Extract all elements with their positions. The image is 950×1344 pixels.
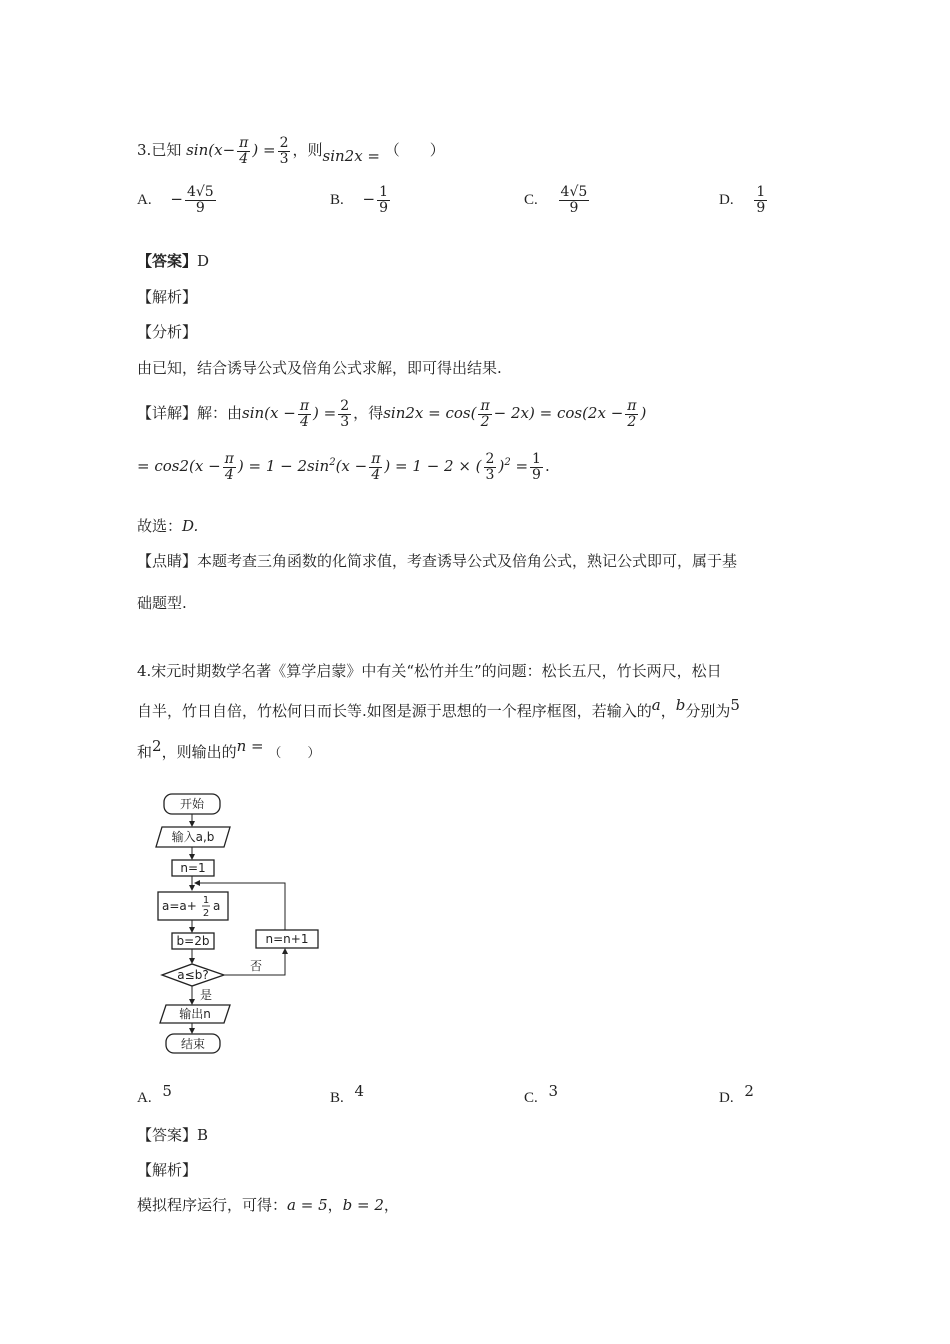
flow-output-label: 输出n xyxy=(179,1007,211,1021)
q3-option-a[interactable] xyxy=(137,185,218,215)
answer-tag: 【答案】 xyxy=(137,252,198,270)
q4-paren: （ ） xyxy=(268,746,321,761)
option-den: 9 xyxy=(379,199,389,216)
option-frac xyxy=(377,185,390,215)
q3-answer xyxy=(137,250,209,271)
q3-detail-line1: 【详解】解：由sin(x − $\frac{\pi}{4}$ ) = $\frac{2}{3}$ ，得sin2x = cos( $\frac{\pi}{2}$ − 2x) = cos(2x − $\frac{\pi}{2}$ ) xyxy=(137,398,647,430)
choose-label: 故选： xyxy=(137,517,183,535)
q4-var-a: a xyxy=(651,696,661,714)
q3-choose xyxy=(137,515,198,536)
sim-text: 模拟程序运行，可得： xyxy=(137,1196,288,1214)
detail-expr-3: − 2x) = cos(2x − xyxy=(493,404,624,423)
q3-frac-pi4-den: 4 xyxy=(239,150,249,167)
q3-frac-pi4-num: π xyxy=(239,135,249,151)
option-frac xyxy=(559,185,590,215)
answer-tag: 【答案】 xyxy=(137,1126,198,1144)
answer-value: D xyxy=(197,252,210,270)
detail-tag: 【详解】 xyxy=(137,404,198,423)
sim-sep: ， xyxy=(327,1196,343,1214)
q4-option-d[interactable] xyxy=(719,1082,754,1106)
q4-var-n: n xyxy=(236,737,247,755)
q3-option-c[interactable] xyxy=(524,185,591,215)
q3-expr-sin: sin(x− xyxy=(186,141,236,160)
frac-pi4c: $\frac{\pi}{4}$ xyxy=(224,451,234,483)
q4-eq: = xyxy=(246,737,264,755)
option-value: 3 xyxy=(548,1082,559,1100)
q3-frac-23 xyxy=(278,136,291,166)
option-num: 1 xyxy=(379,184,389,200)
comment-text: 本题考查三角函数的化简求值，考查诱导公式及倍角公式，熟记公式即可，属于基 xyxy=(197,552,738,570)
q4-line3 xyxy=(137,737,321,762)
detail-expr-1: sin(x − xyxy=(242,404,296,423)
q4-line2-tail: 分别为 xyxy=(685,702,731,720)
q4-line3-he: 和 xyxy=(137,743,153,761)
q4-var-b: b xyxy=(675,696,686,714)
sim-end: ， xyxy=(383,1196,399,1214)
q3-comment-line2: 础题型. xyxy=(137,594,187,612)
flow-init xyxy=(172,860,214,876)
option-label: D. xyxy=(719,192,734,209)
q4-option-a[interactable] xyxy=(137,1082,172,1106)
option-label: A. xyxy=(137,1090,152,1106)
frac-pi4d: $\frac{\pi}{4}$ xyxy=(371,451,381,483)
flow-inc-label: n=n+1 xyxy=(265,932,309,946)
sim-a: a = 5 xyxy=(287,1196,328,1214)
frac-pi4: $\frac{\pi}{4}$ xyxy=(299,398,310,430)
option-value: 2 xyxy=(744,1082,754,1100)
q3-stem-mid: ，则 xyxy=(292,141,323,160)
flow-start-label: 开始 xyxy=(179,797,205,811)
option-frac xyxy=(185,185,216,215)
option-label: C. xyxy=(524,1090,538,1106)
option-frac xyxy=(754,185,767,215)
q4-answer xyxy=(137,1124,208,1145)
flow-step-b-label: b=2b xyxy=(176,934,210,948)
flow-input xyxy=(156,827,230,847)
q3-frac-pi4 xyxy=(237,136,250,166)
frac-pi2: $\frac{\pi}{2}$ xyxy=(480,398,490,430)
q4-analysis-tag: 【解析】 xyxy=(137,1161,198,1179)
q4-val5: 5 xyxy=(730,696,740,714)
option-den: 9 xyxy=(756,199,766,216)
q4-line2 xyxy=(137,696,740,721)
answer-value: B xyxy=(197,1126,209,1144)
choose-value: D. xyxy=(182,517,199,535)
q4-line3-text: ，则输出的 xyxy=(161,743,237,761)
detail-prefix: 解：由 xyxy=(197,404,243,423)
q3-analysis-tag: 【解析】 xyxy=(137,288,198,306)
option-num: 4√5 xyxy=(560,184,588,200)
q4-sep: ， xyxy=(660,702,676,720)
q3-stem-prefix: 已知 xyxy=(151,141,182,160)
sim-b: b = 2 xyxy=(342,1196,384,1214)
option-label: C. xyxy=(524,192,538,209)
flow-inc xyxy=(256,930,318,948)
frac-19: $\frac{1}{9}$ xyxy=(532,451,541,483)
detail-line2-start: = cos2(x − xyxy=(137,457,221,476)
flowchart xyxy=(140,790,325,1060)
flow-cond-label: a≤b? xyxy=(177,968,209,982)
option-sign: − xyxy=(362,190,376,209)
flow-step-b xyxy=(172,933,214,949)
option-label: A. xyxy=(137,192,152,209)
q3-paren: （ ） xyxy=(384,141,445,160)
q3-comment-line1 xyxy=(137,550,737,571)
q3-close-eq: ) = xyxy=(252,141,276,160)
q3-fenxi-text: 由已知，结合诱导公式及倍角公式求解，即可得出结果. xyxy=(137,359,502,377)
option-label: B. xyxy=(330,192,344,209)
flow-cond xyxy=(162,964,224,986)
q3-option-b[interactable] xyxy=(330,185,392,215)
flow-step-a-label: a=a+ xyxy=(162,899,197,913)
flow-half-num: 1 xyxy=(202,895,210,906)
q3-number: 3. xyxy=(137,141,152,160)
flow-init-label: n=1 xyxy=(180,861,206,875)
q4-val2: 2 xyxy=(152,737,162,755)
option-label: B. xyxy=(330,1090,344,1106)
q3-sin2x: sin2x = xyxy=(322,147,380,166)
flow-end-label: 结束 xyxy=(180,1037,206,1051)
comment-tag: 【点睛】 xyxy=(137,552,198,570)
flow-input-label: 输入a,b xyxy=(171,830,215,844)
option-label: D. xyxy=(719,1090,734,1106)
detail-expr-2: sin2x = cos( xyxy=(383,404,477,423)
q3-frac-23-num: 2 xyxy=(279,135,289,151)
q3-stem xyxy=(137,136,445,166)
detail-eq: ) = xyxy=(313,404,337,423)
q3-detail-line2: = cos2(x − $\frac{\pi}{4}$ ) = $1 - 2\sin^2(x$ − $\frac{\pi}{4}$ ) = 1 − 2 × ( $\frac{2}{3}$ )$^2$ = $\frac{1}{9}$ . xyxy=(137,451,550,483)
q4-line2-text: 自半，竹日自倍，竹松何日而长等.如图是源于思想的一个程序框图，若输入的 xyxy=(137,702,652,720)
option-den: 9 xyxy=(569,199,579,216)
q4-option-b[interactable] xyxy=(330,1082,365,1106)
flow-output xyxy=(160,1005,230,1023)
option-sign: − xyxy=(170,190,183,209)
q4-line1: 4.宋元时期数学名著《算学启蒙》中有关“松竹并生”的问题：松长五尺，竹长两尺，松日 xyxy=(137,662,722,680)
option-value: 5 xyxy=(162,1082,172,1100)
flow-yes-label: 是 xyxy=(200,988,213,1002)
frac-23: $\frac{2}{3}$ xyxy=(340,398,350,430)
flow-step-a-tail: a xyxy=(213,899,221,913)
flow-step-a xyxy=(158,892,228,920)
q4-simulation xyxy=(137,1194,399,1215)
flow-no-label: 否 xyxy=(250,959,263,973)
q3-option-d[interactable] xyxy=(719,185,769,215)
flow-start xyxy=(164,794,220,814)
frac-pi2b: $\frac{\pi}{2}$ xyxy=(627,398,637,430)
q4-option-c[interactable] xyxy=(524,1082,559,1106)
flow-half-den: 2 xyxy=(202,908,210,919)
option-den: 9 xyxy=(195,199,205,216)
frac-23b: $\frac{2}{3}$ xyxy=(485,451,495,483)
option-value: 4 xyxy=(354,1082,365,1100)
detail-de: 得 xyxy=(368,404,384,423)
q3-frac-23-den: 3 xyxy=(279,150,289,167)
flow-end xyxy=(166,1034,220,1053)
q3-fenxi-tag: 【分析】 xyxy=(137,323,198,341)
option-num: 4√5 xyxy=(186,184,214,200)
option-num: 1 xyxy=(756,184,766,200)
